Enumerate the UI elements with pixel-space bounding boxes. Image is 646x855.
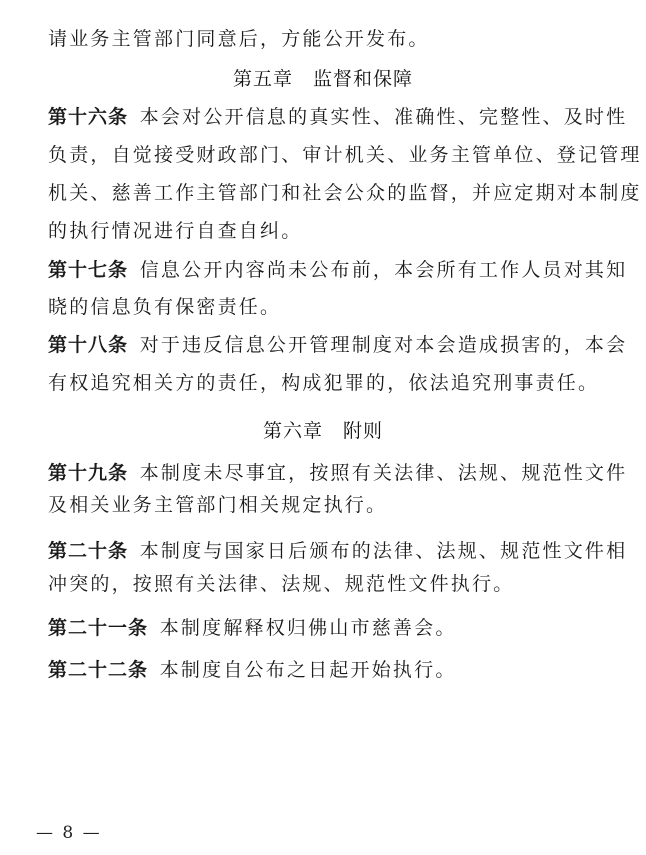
article-21-label: 第二十一条 [48, 617, 149, 639]
article-19-label: 第十九条 [48, 462, 129, 484]
article-22-text-1: 本制度自公布之日起开始执行。 [159, 659, 457, 681]
article-18-line-2: 有权追究相关方的责任，构成犯罪的，依法追究刑事责任。 [48, 372, 600, 394]
article-16-text-1: 本会对公开信息的真实性、准确性、完整性、及时性 [139, 106, 628, 128]
article-22-line-1 [48, 657, 608, 683]
article-17-line-2: 晓的信息负有保密责任。 [48, 296, 282, 318]
article-19-line-2: 及相关业务主管部门相关规定执行。 [48, 494, 388, 516]
article-20-text-1: 本制度与国家日后颁布的法律、法规、规范性文件相 [139, 540, 628, 562]
article-17-label: 第十七条 [48, 259, 129, 281]
article-16-line-1 [48, 104, 628, 130]
page-number: — 8 — [36, 823, 102, 843]
article-20-label: 第二十条 [48, 540, 129, 562]
article-17-line-1 [48, 257, 628, 283]
article-20-line-1 [48, 538, 628, 564]
article-18-label: 第十八条 [48, 334, 129, 356]
article-16-line-3: 机关、慈善工作主管部门和社会公众的监督，并应定期对本制度 [48, 182, 642, 204]
article-18-line-1 [48, 332, 628, 358]
chapter-6-heading: 第六章 附则 [262, 420, 383, 442]
article-20-line-2: 冲突的，按照有关法律、法规、规范性文件执行。 [48, 573, 515, 595]
article-16-line-2: 负责，自觉接受财政部门、审计机关、业务主管单位、登记管理 [48, 144, 642, 166]
article-21-line-1 [48, 615, 608, 641]
article-21-text-1: 本制度解释权归佛山市慈善会。 [159, 617, 457, 639]
continued-text-line: 请业务主管部门同意后，方能公开发布。 [48, 28, 430, 50]
article-19-line-1 [48, 460, 628, 486]
chapter-5-heading: 第五章 监督和保障 [232, 68, 413, 90]
article-16-line-4: 的执行情况进行自查自纠。 [48, 220, 303, 242]
article-17-text-1: 信息公开内容尚未公布前，本会所有工作人员对其知 [139, 259, 628, 281]
article-18-text-1: 对于违反信息公开管理制度对本会造成损害的，本会 [139, 334, 628, 356]
article-16-label: 第十六条 [48, 106, 129, 128]
article-19-text-1: 本制度未尽事宜，按照有关法律、法规、规范性文件 [139, 462, 628, 484]
article-22-label: 第二十二条 [48, 659, 149, 681]
